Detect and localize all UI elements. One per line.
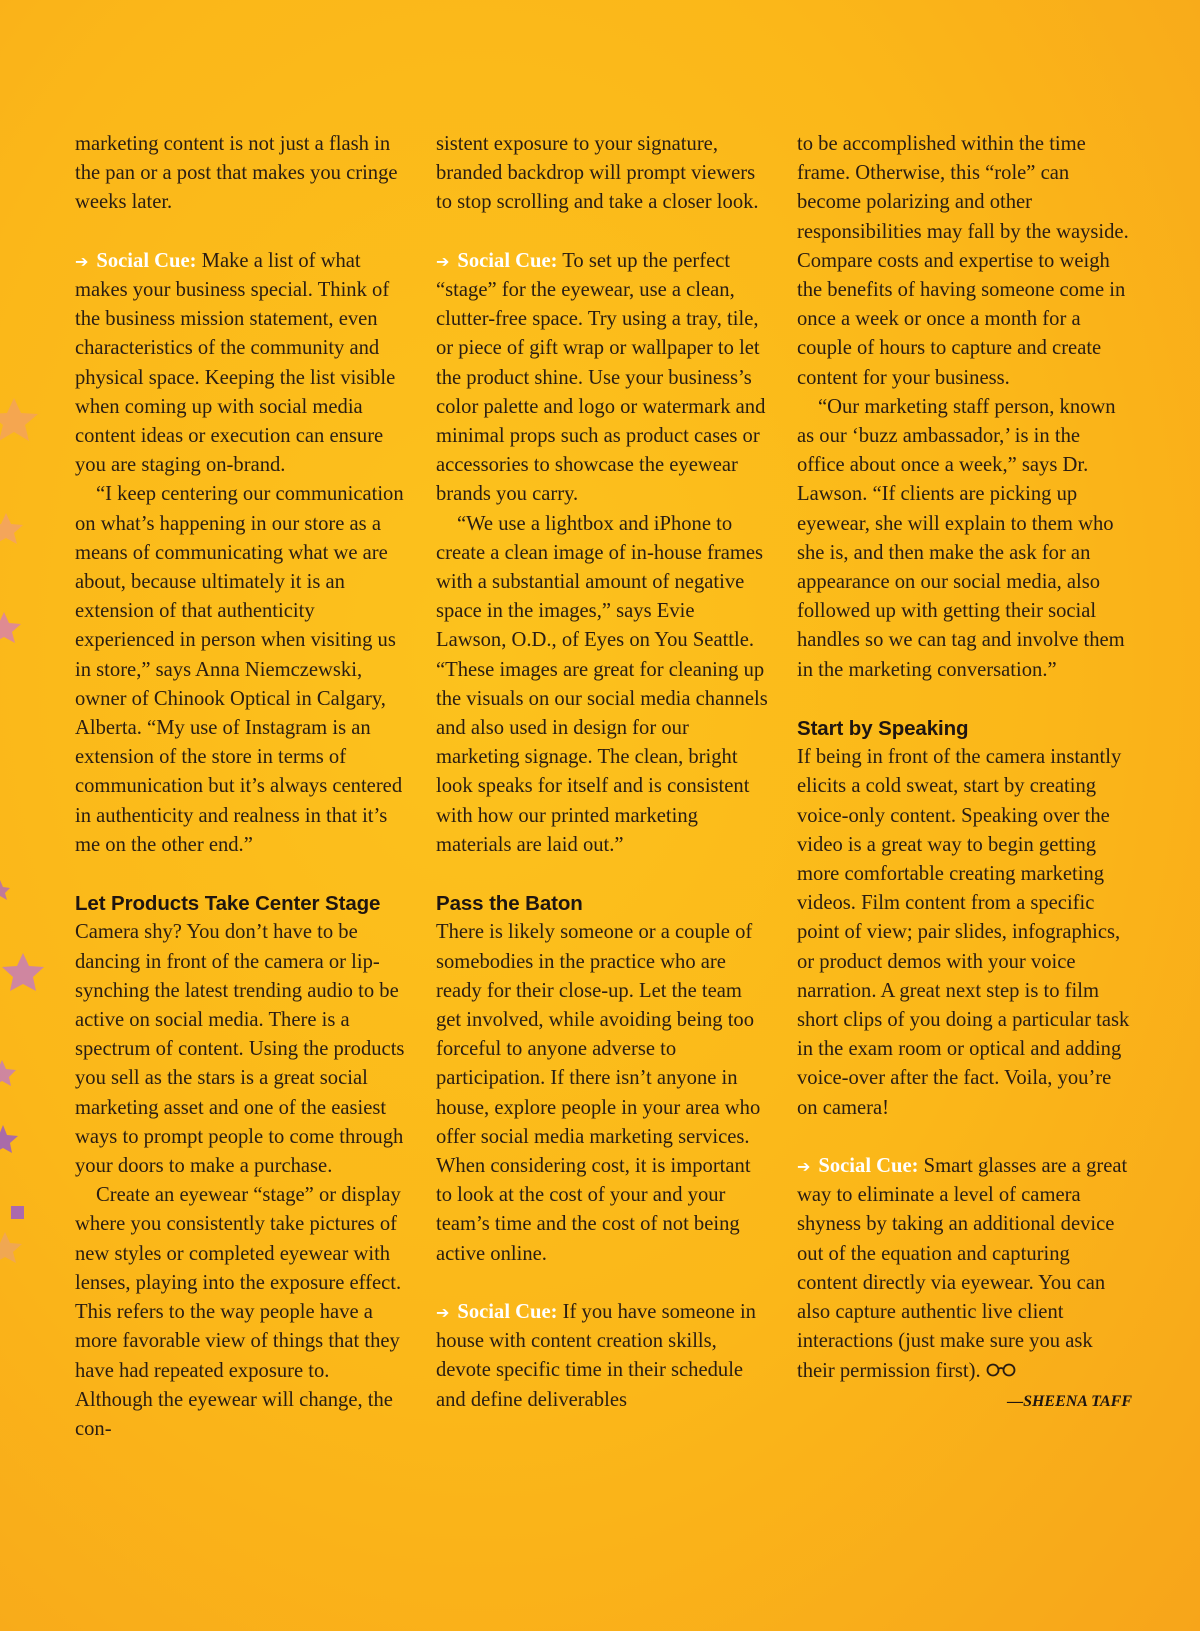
star-icon — [0, 612, 21, 643]
social-cue-label: Social Cue: — [818, 1155, 919, 1178]
social-cue-label: Social Cue: — [457, 1301, 558, 1324]
social-cue-text: Make a list of what makes your business special. Think of the business mission statement, even characteristics of the community and physical space. Keeping the list visible when coming up with social media content ideas or execution can ensure you are staging on-brand. — [75, 249, 396, 477]
social-cue — [436, 1298, 768, 1415]
social-cue-text: If you have someone in house with content creation skills, devote specific time in their schedule and define deliverables — [436, 1301, 756, 1411]
social-cue — [436, 247, 768, 510]
arrow-right-icon: ➔ — [797, 1157, 811, 1177]
arrow-right-icon: ➔ — [436, 251, 450, 271]
social-cue — [75, 247, 407, 481]
article-column-1 — [75, 130, 407, 1444]
body-paragraph: marketing content is not just a flash in the pan or a post that makes you cringe weeks later. — [75, 133, 398, 214]
body-paragraph: If being in front of the camera instantly elicits a cold sweat, start by creating voice-only content. Speaking over the video is a great way to begin getting more comfortable creating marketing videos. Film content from a specific point of view; pair slides, infographics, or product demos with your voice narration. A great next step is to film short clips of you doing a particular task in the exam room or optical and adding voice-over after the fact. Voila, you’re on camera! — [797, 746, 1130, 1119]
eyeglasses-icon — [985, 1357, 1017, 1386]
confetti-square-icon — [11, 1206, 24, 1219]
arrow-right-icon: ➔ — [75, 251, 89, 271]
star-icon — [0, 1232, 22, 1263]
article-column-2 — [436, 130, 768, 1415]
article-column-3 — [797, 130, 1132, 1414]
body-paragraph: Create an eyewear “stage” or display where you consistently take pictures of new styles or completed eyewear with lenses, playing into the exposure effect. This refers to the way people have a more favorable view of things that they have had repeated exposure to. Although the eyewear will change, the con- — [75, 1184, 402, 1440]
social-cue-label: Social Cue: — [96, 249, 197, 272]
body-paragraph: “Our marketing staff person, known as our ‘buzz ambassador,’ is in the office about once a week,” says Dr. Lawson. “If clients are picking up eyewear, she will explain to them who she is, and then make the ask for an appearance on our social media, also followed up with getting their social handles so we can tag and involve them in the marketing conversation.” — [797, 395, 1125, 681]
star-icon — [0, 1125, 18, 1153]
body-paragraph: to be accomplished within the time frame. Otherwise, this “role” can become polarizing and other responsibilities may fall by the wayside. Compare costs and expertise to weigh the benefits of having someone come in once a week or once a month for a couple of hours to capture and create content for your business. — [797, 133, 1129, 389]
star-icon — [0, 513, 23, 544]
author-byline: —SHEENA TAFF — [1007, 1393, 1132, 1411]
body-paragraph: sistent exposure to your signature, branded backdrop will prompt viewers to stop scrolling and take a closer look. — [436, 133, 759, 214]
body-paragraph: There is likely someone or a couple of somebodies in the practice who are ready for their close-up. Let the team get involved, while avoiding being too forceful to anyone adverse to participation. If there isn’t anyone in house, explore people in your area who offer social media marketing services. When considering cost, it is important to look at the cost of your and your team’s time and the cost of not being active online. — [436, 921, 761, 1265]
star-icon — [0, 1060, 16, 1086]
decorative-stars — [0, 0, 60, 1631]
social-cue-label: Social Cue: — [457, 249, 558, 272]
social-cue — [797, 1152, 1132, 1386]
body-paragraph: “We use a lightbox and iPhone to create a clean image of in-house frames with a substantial amount of negative space in the images,” says Evie Lawson, O.D., of Eyes on You Seattle. “These images are great for cleaning up the visuals on our social media channels and also used in design for our marketing signage. The clean, bright look speaks for itself and is consistent with how our printed marketing materials are laid out.” — [436, 512, 768, 856]
section-heading: Pass the Baton — [436, 892, 583, 916]
star-icon — [0, 880, 10, 900]
social-cue-text: Smart glasses are a great way to eliminate a level of camera shyness by taking an additional device out of the equation and capturing content directly via eyewear. You can also capture authentic live client interactions (just make sure you ask their permission first). — [797, 1155, 1128, 1382]
social-cue-text: To set up the perfect “stage” for the eyewear, use a clean, clutter-free space. Try using a tray, tile, or piece of gift wrap or wallpaper to let the product shine. Use your business’s color palette and logo or watermark and minimal props such as product cases or accessories to showcase the eyewear brands you carry. — [436, 249, 766, 506]
section-heading: Let Products Take Center Stage — [75, 892, 381, 916]
body-paragraph: Camera shy? You don’t have to be dancing in front of the camera or lip-synching the latest trending audio to be active on social media. There is a spectrum of content. Using the products you sell as the stars is a great social marketing asset and one of the easiest ways to prompt people to come through your doors to make a purchase. — [75, 921, 405, 1178]
arrow-right-icon: ➔ — [436, 1303, 450, 1323]
body-paragraph: “I keep centering our communication on what’s happening in our store as a means of communicating what we are about, because ultimately it is an extension of that authenticity experienced in person when visiting us in store,” says Anna Niemczewski, owner of Chinook Optical in Calgary, Alberta. “My use of Instagram is an extension of the store in terms of communication but it’s always centered in authenticity and realness in that it’s me on the other end.” — [75, 483, 404, 856]
star-icon — [2, 953, 44, 991]
star-icon — [0, 398, 38, 441]
section-heading: Start by Speaking — [797, 717, 969, 741]
